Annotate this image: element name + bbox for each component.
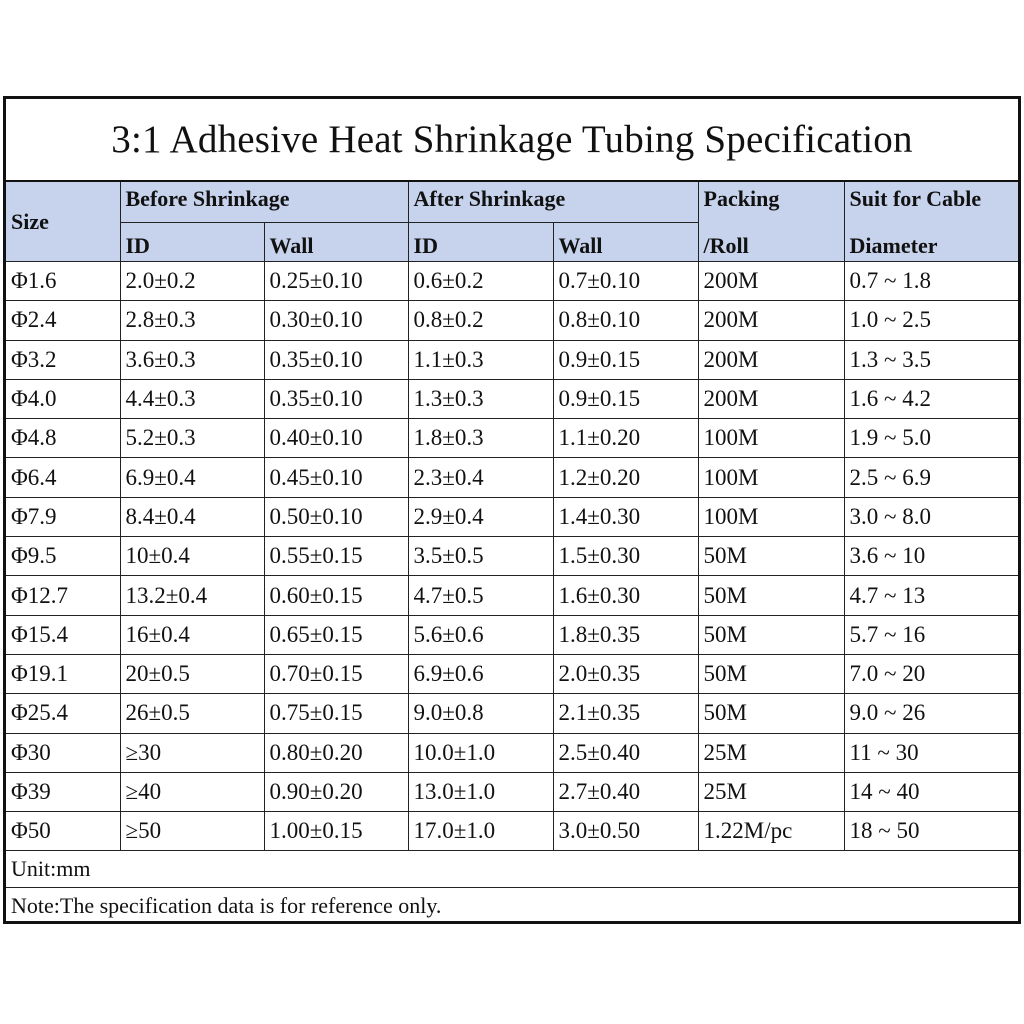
table-row [6,419,1018,458]
header-after-id: ID [408,223,553,262]
cell-before-wall: 0.75±0.15 [264,694,408,733]
cell-after-id: 10.0±1.0 [408,733,553,772]
cell-before-id: 16±0.4 [120,615,264,654]
cell-after-id: 1.1±0.3 [408,340,553,379]
cell-size: Φ3.2 [6,340,120,379]
cell-cable-diameter: 5.7 ~ 16 [844,615,1018,654]
cell-packing: 50M [698,537,844,576]
cell-after-id: 17.0±1.0 [408,812,553,851]
cell-after-id: 9.0±0.8 [408,694,553,733]
cell-packing: 50M [698,694,844,733]
cell-size: Φ6.4 [6,458,120,497]
cell-packing: 200M [698,379,844,418]
cell-cable-diameter: 14 ~ 40 [844,772,1018,811]
cell-after-id: 1.8±0.3 [408,419,553,458]
cell-size: Φ4.0 [6,379,120,418]
header-diameter: Diameter [844,223,1018,262]
spec-sheet [3,96,1021,924]
reference-note: Note:The specification data is for reference only. [6,888,1018,925]
cell-before-id: 20±0.5 [120,654,264,693]
cell-packing: 100M [698,419,844,458]
cell-before-id: 4.4±0.3 [120,379,264,418]
cell-after-wall: 0.7±0.10 [553,262,698,301]
cell-before-id: 2.8±0.3 [120,301,264,340]
table-row [6,694,1018,733]
table-row [6,262,1018,301]
cell-before-wall: 0.65±0.15 [264,615,408,654]
spec-table [6,182,1018,924]
table-row [6,654,1018,693]
cell-packing: 50M [698,654,844,693]
table-row [6,537,1018,576]
cell-packing: 25M [698,733,844,772]
cell-cable-diameter: 18 ~ 50 [844,812,1018,851]
cell-packing: 100M [698,497,844,536]
cell-cable-diameter: 1.3 ~ 3.5 [844,340,1018,379]
table-row [6,301,1018,340]
cell-before-id: ≥40 [120,772,264,811]
cell-after-id: 1.3±0.3 [408,379,553,418]
header-packing: Packing [698,182,844,223]
cell-after-id: 2.3±0.4 [408,458,553,497]
cell-cable-diameter: 3.0 ~ 8.0 [844,497,1018,536]
cell-before-id: 2.0±0.2 [120,262,264,301]
cell-before-id: 6.9±0.4 [120,458,264,497]
table-row [6,615,1018,654]
table-row [6,733,1018,772]
cell-packing: 1.22M/pc [698,812,844,851]
cell-before-wall: 0.45±0.10 [264,458,408,497]
header-before-id: ID [120,223,264,262]
cell-size: Φ4.8 [6,419,120,458]
cell-before-wall: 0.30±0.10 [264,301,408,340]
cell-after-id: 2.9±0.4 [408,497,553,536]
cell-cable-diameter: 7.0 ~ 20 [844,654,1018,693]
cell-after-wall: 1.8±0.35 [553,615,698,654]
cell-after-wall: 1.1±0.20 [553,419,698,458]
table-row [6,458,1018,497]
cell-after-wall: 2.7±0.40 [553,772,698,811]
cell-size: Φ39 [6,772,120,811]
cell-size: Φ30 [6,733,120,772]
cell-before-id: 3.6±0.3 [120,340,264,379]
header-after-wall: Wall [553,223,698,262]
cell-packing: 25M [698,772,844,811]
table-row [6,379,1018,418]
cell-cable-diameter: 11 ~ 30 [844,733,1018,772]
cell-before-id: ≥50 [120,812,264,851]
header-roll: /Roll [698,223,844,262]
cell-packing: 200M [698,262,844,301]
cell-after-id: 13.0±1.0 [408,772,553,811]
cell-after-id: 0.6±0.2 [408,262,553,301]
cell-before-wall: 0.25±0.10 [264,262,408,301]
cell-after-wall: 2.0±0.35 [553,654,698,693]
table-row [6,772,1018,811]
cell-before-wall: 0.60±0.15 [264,576,408,615]
cell-before-wall: 0.35±0.10 [264,379,408,418]
cell-after-wall: 1.5±0.30 [553,537,698,576]
cell-before-wall: 0.35±0.10 [264,340,408,379]
cell-cable-diameter: 0.7 ~ 1.8 [844,262,1018,301]
cell-before-wall: 0.50±0.10 [264,497,408,536]
cell-after-id: 0.8±0.2 [408,301,553,340]
cell-packing: 50M [698,615,844,654]
table-row [6,340,1018,379]
table-row [6,497,1018,536]
header-before-wall: Wall [264,223,408,262]
cell-after-id: 6.9±0.6 [408,654,553,693]
cell-cable-diameter: 1.0 ~ 2.5 [844,301,1018,340]
cell-cable-diameter: 3.6 ~ 10 [844,537,1018,576]
cell-packing: 200M [698,301,844,340]
cell-after-wall: 1.2±0.20 [553,458,698,497]
cell-after-wall: 0.9±0.15 [553,340,698,379]
cell-after-wall: 0.8±0.10 [553,301,698,340]
cell-before-id: 10±0.4 [120,537,264,576]
cell-before-id: 8.4±0.4 [120,497,264,536]
table-row [6,812,1018,851]
header-before-shrinkage: Before Shrinkage [120,182,408,223]
cell-cable-diameter: 4.7 ~ 13 [844,576,1018,615]
cell-after-id: 5.6±0.6 [408,615,553,654]
cell-before-id: 26±0.5 [120,694,264,733]
cell-size: Φ2.4 [6,301,120,340]
cell-packing: 200M [698,340,844,379]
cell-cable-diameter: 2.5 ~ 6.9 [844,458,1018,497]
page-title: 3:1 Adhesive Heat Shrinkage Tubing Specification [6,99,1018,182]
cell-after-wall: 0.9±0.15 [553,379,698,418]
cell-before-wall: 0.80±0.20 [264,733,408,772]
cell-cable-diameter: 1.9 ~ 5.0 [844,419,1018,458]
cell-packing: 50M [698,576,844,615]
cell-size: Φ9.5 [6,537,120,576]
header-suit-for-cable: Suit for Cable [844,182,1018,223]
cell-size: Φ15.4 [6,615,120,654]
cell-before-id: ≥30 [120,733,264,772]
cell-before-wall: 0.90±0.20 [264,772,408,811]
cell-cable-diameter: 1.6 ~ 4.2 [844,379,1018,418]
cell-after-wall: 2.5±0.40 [553,733,698,772]
cell-size: Φ7.9 [6,497,120,536]
cell-after-id: 3.5±0.5 [408,537,553,576]
cell-before-wall: 0.40±0.10 [264,419,408,458]
unit-note: Unit:mm [6,851,1018,888]
table-row [6,576,1018,615]
cell-packing: 100M [698,458,844,497]
header-size: Size [6,182,120,262]
cell-size: Φ19.1 [6,654,120,693]
cell-after-id: 4.7±0.5 [408,576,553,615]
header-after-shrinkage: After Shrinkage [408,182,698,223]
cell-size: Φ1.6 [6,262,120,301]
cell-after-wall: 3.0±0.50 [553,812,698,851]
cell-before-id: 13.2±0.4 [120,576,264,615]
cell-cable-diameter: 9.0 ~ 26 [844,694,1018,733]
cell-after-wall: 1.6±0.30 [553,576,698,615]
cell-after-wall: 2.1±0.35 [553,694,698,733]
cell-before-id: 5.2±0.3 [120,419,264,458]
cell-before-wall: 1.00±0.15 [264,812,408,851]
cell-before-wall: 0.70±0.15 [264,654,408,693]
cell-size: Φ12.7 [6,576,120,615]
cell-size: Φ50 [6,812,120,851]
cell-after-wall: 1.4±0.30 [553,497,698,536]
cell-size: Φ25.4 [6,694,120,733]
cell-before-wall: 0.55±0.15 [264,537,408,576]
